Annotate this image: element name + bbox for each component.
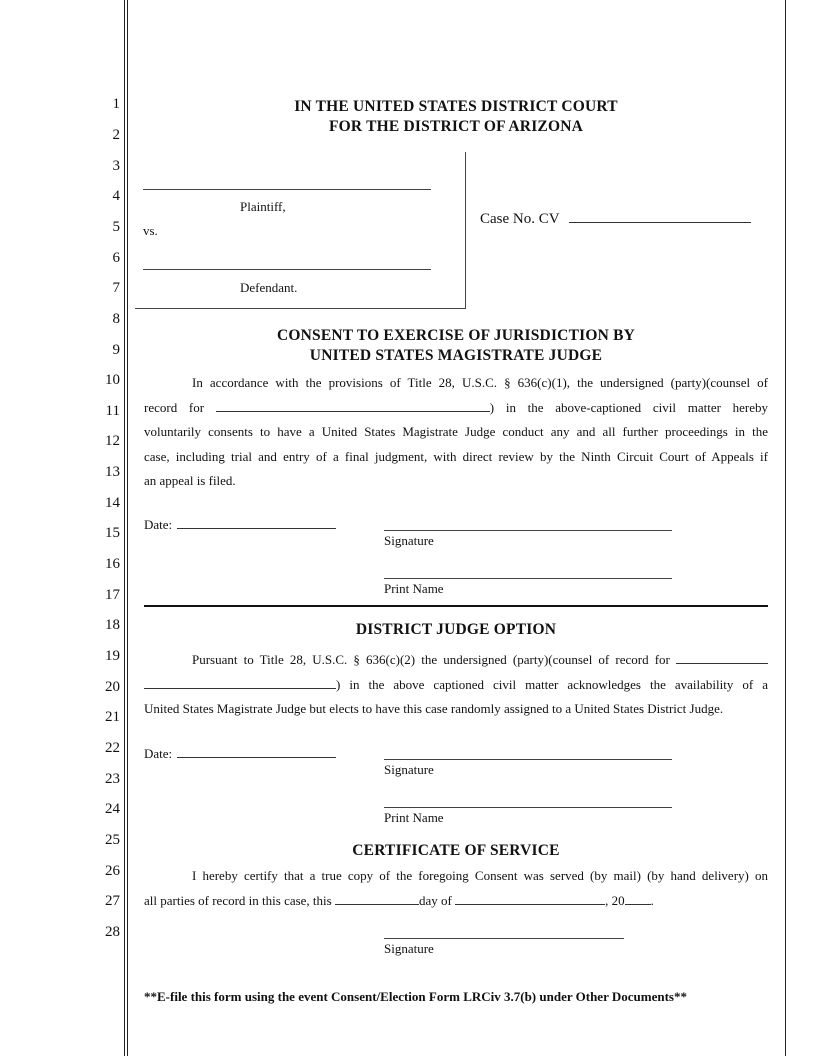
vs-label: vs. <box>143 223 158 238</box>
line-number: 16 <box>105 556 120 572</box>
line-number: 7 <box>112 280 120 296</box>
paragraph-line: In accordance with the provisions of Title 28, U.S.C. § 636(c)(1), the undersigned (party)(counsel of <box>192 375 768 390</box>
line-number: 14 <box>105 495 120 511</box>
line-number: 18 <box>105 617 120 633</box>
consent-print-name-line[interactable] <box>384 578 672 579</box>
paragraph-line: case, including trial and entry of a final judgment, with direct review by the Ninth Circuit Court of Appeals if <box>144 448 768 464</box>
paragraph-line: United States Magistrate Judge but elects to have this case randomly assigned to a United States District Judge. <box>144 701 724 716</box>
signature-label: Signature <box>384 941 434 956</box>
paragraph-line: an appeal is filed. <box>144 473 236 488</box>
signature-label: Signature <box>384 762 434 777</box>
line-number: 19 <box>105 648 120 664</box>
district-option-title: DISTRICT JUDGE OPTION <box>355 621 557 638</box>
case-number <box>480 210 751 228</box>
paragraph-line: record for ) in the above-captioned civil matter hereby <box>144 399 768 415</box>
service-year-field[interactable] <box>625 892 651 905</box>
counsel-name-field[interactable] <box>676 651 768 664</box>
line-number: 8 <box>112 311 120 327</box>
line-number: 9 <box>112 342 120 358</box>
line-number: 28 <box>105 924 120 940</box>
paragraph-line: voluntarily consents to have a United States Magistrate Judge conduct any and all further proceedings in the <box>144 424 768 439</box>
line-number: 10 <box>105 372 120 388</box>
plaintiff-label: Plaintiff, <box>240 199 286 214</box>
line-number: 1 <box>112 96 120 112</box>
line-number: 24 <box>105 801 120 817</box>
signature-label: Signature <box>384 533 434 548</box>
consent-paragraph <box>144 373 768 496</box>
efile-note: **E-file this form using the event Consent/Election Form LRCiv 3.7(b) under Other Documents** <box>144 989 687 1004</box>
case-number-field[interactable] <box>569 210 751 223</box>
line-number: 3 <box>112 158 120 174</box>
defendant-label: Defendant. <box>240 280 298 295</box>
left-margin-line-inner <box>127 0 128 1056</box>
line-number: 12 <box>105 433 120 449</box>
line-number: 25 <box>105 832 120 848</box>
counsel-name-field-cont[interactable] <box>144 676 336 689</box>
district-signature-line[interactable] <box>384 759 672 760</box>
line-number: 20 <box>105 679 120 695</box>
line-number: 2 <box>112 127 120 143</box>
party-name-field[interactable] <box>216 399 490 412</box>
caption-divider-vertical <box>465 152 466 309</box>
line-number: 13 <box>105 464 120 480</box>
print-name-label: Print Name <box>384 581 444 596</box>
caption-divider-horizontal <box>135 308 466 309</box>
date-label: Date: <box>144 746 173 761</box>
district-print-name-line[interactable] <box>384 807 672 808</box>
date-label: Date: <box>144 517 173 532</box>
line-number: 17 <box>105 587 120 603</box>
line-number: 5 <box>112 219 120 235</box>
paragraph-line: Pursuant to Title 28, U.S.C. § 636(c)(2) the undersigned (party)(counsel of record for <box>144 650 768 675</box>
paragraph-line: I hereby certify that a true copy of the foregoing Consent was served (by mail) (by hand delivery) on <box>192 868 768 883</box>
court-name: IN THE UNITED STATES DISTRICT COURT <box>294 98 618 115</box>
consent-date-field[interactable] <box>177 516 336 529</box>
line-number: 11 <box>105 403 120 419</box>
certificate-signature-line[interactable] <box>384 938 624 939</box>
line-number: 22 <box>105 740 120 756</box>
line-number: 26 <box>105 863 120 879</box>
court-district: FOR THE DISTRICT OF ARIZONA <box>328 118 584 135</box>
consent-date-row <box>144 516 336 533</box>
right-margin-line <box>785 0 786 1056</box>
paragraph-line: all parties of record in this case, this day of , 20 . <box>144 892 654 908</box>
consent-title: CONSENT TO EXERCISE OF JURISDICTION BY <box>276 327 636 344</box>
line-number: 4 <box>112 188 120 204</box>
consent-subtitle: UNITED STATES MAGISTRATE JUDGE <box>309 347 603 364</box>
left-margin-line <box>124 0 125 1056</box>
district-date-field[interactable] <box>177 745 336 758</box>
line-number: 23 <box>105 771 120 787</box>
certificate-title: CERTIFICATE OF SERVICE <box>352 842 560 859</box>
line-number: 21 <box>105 709 120 725</box>
line-number: 15 <box>105 525 120 541</box>
certificate-paragraph <box>144 866 768 915</box>
case-number-label: Case No. CV <box>480 211 560 227</box>
plaintiff-name-line[interactable] <box>143 189 431 190</box>
line-number: 27 <box>105 893 120 909</box>
service-day-field[interactable] <box>335 892 419 905</box>
paragraph-line: ) in the above captioned civil matter acknowledges the availability of a <box>144 675 768 700</box>
line-number: 6 <box>112 250 120 266</box>
service-month-field[interactable] <box>455 892 605 905</box>
print-name-label: Print Name <box>384 810 444 825</box>
district-date-row <box>144 745 336 762</box>
district-option-paragraph <box>144 650 768 724</box>
defendant-name-line[interactable] <box>143 269 431 270</box>
consent-signature-line[interactable] <box>384 530 672 531</box>
section-divider <box>144 605 768 607</box>
